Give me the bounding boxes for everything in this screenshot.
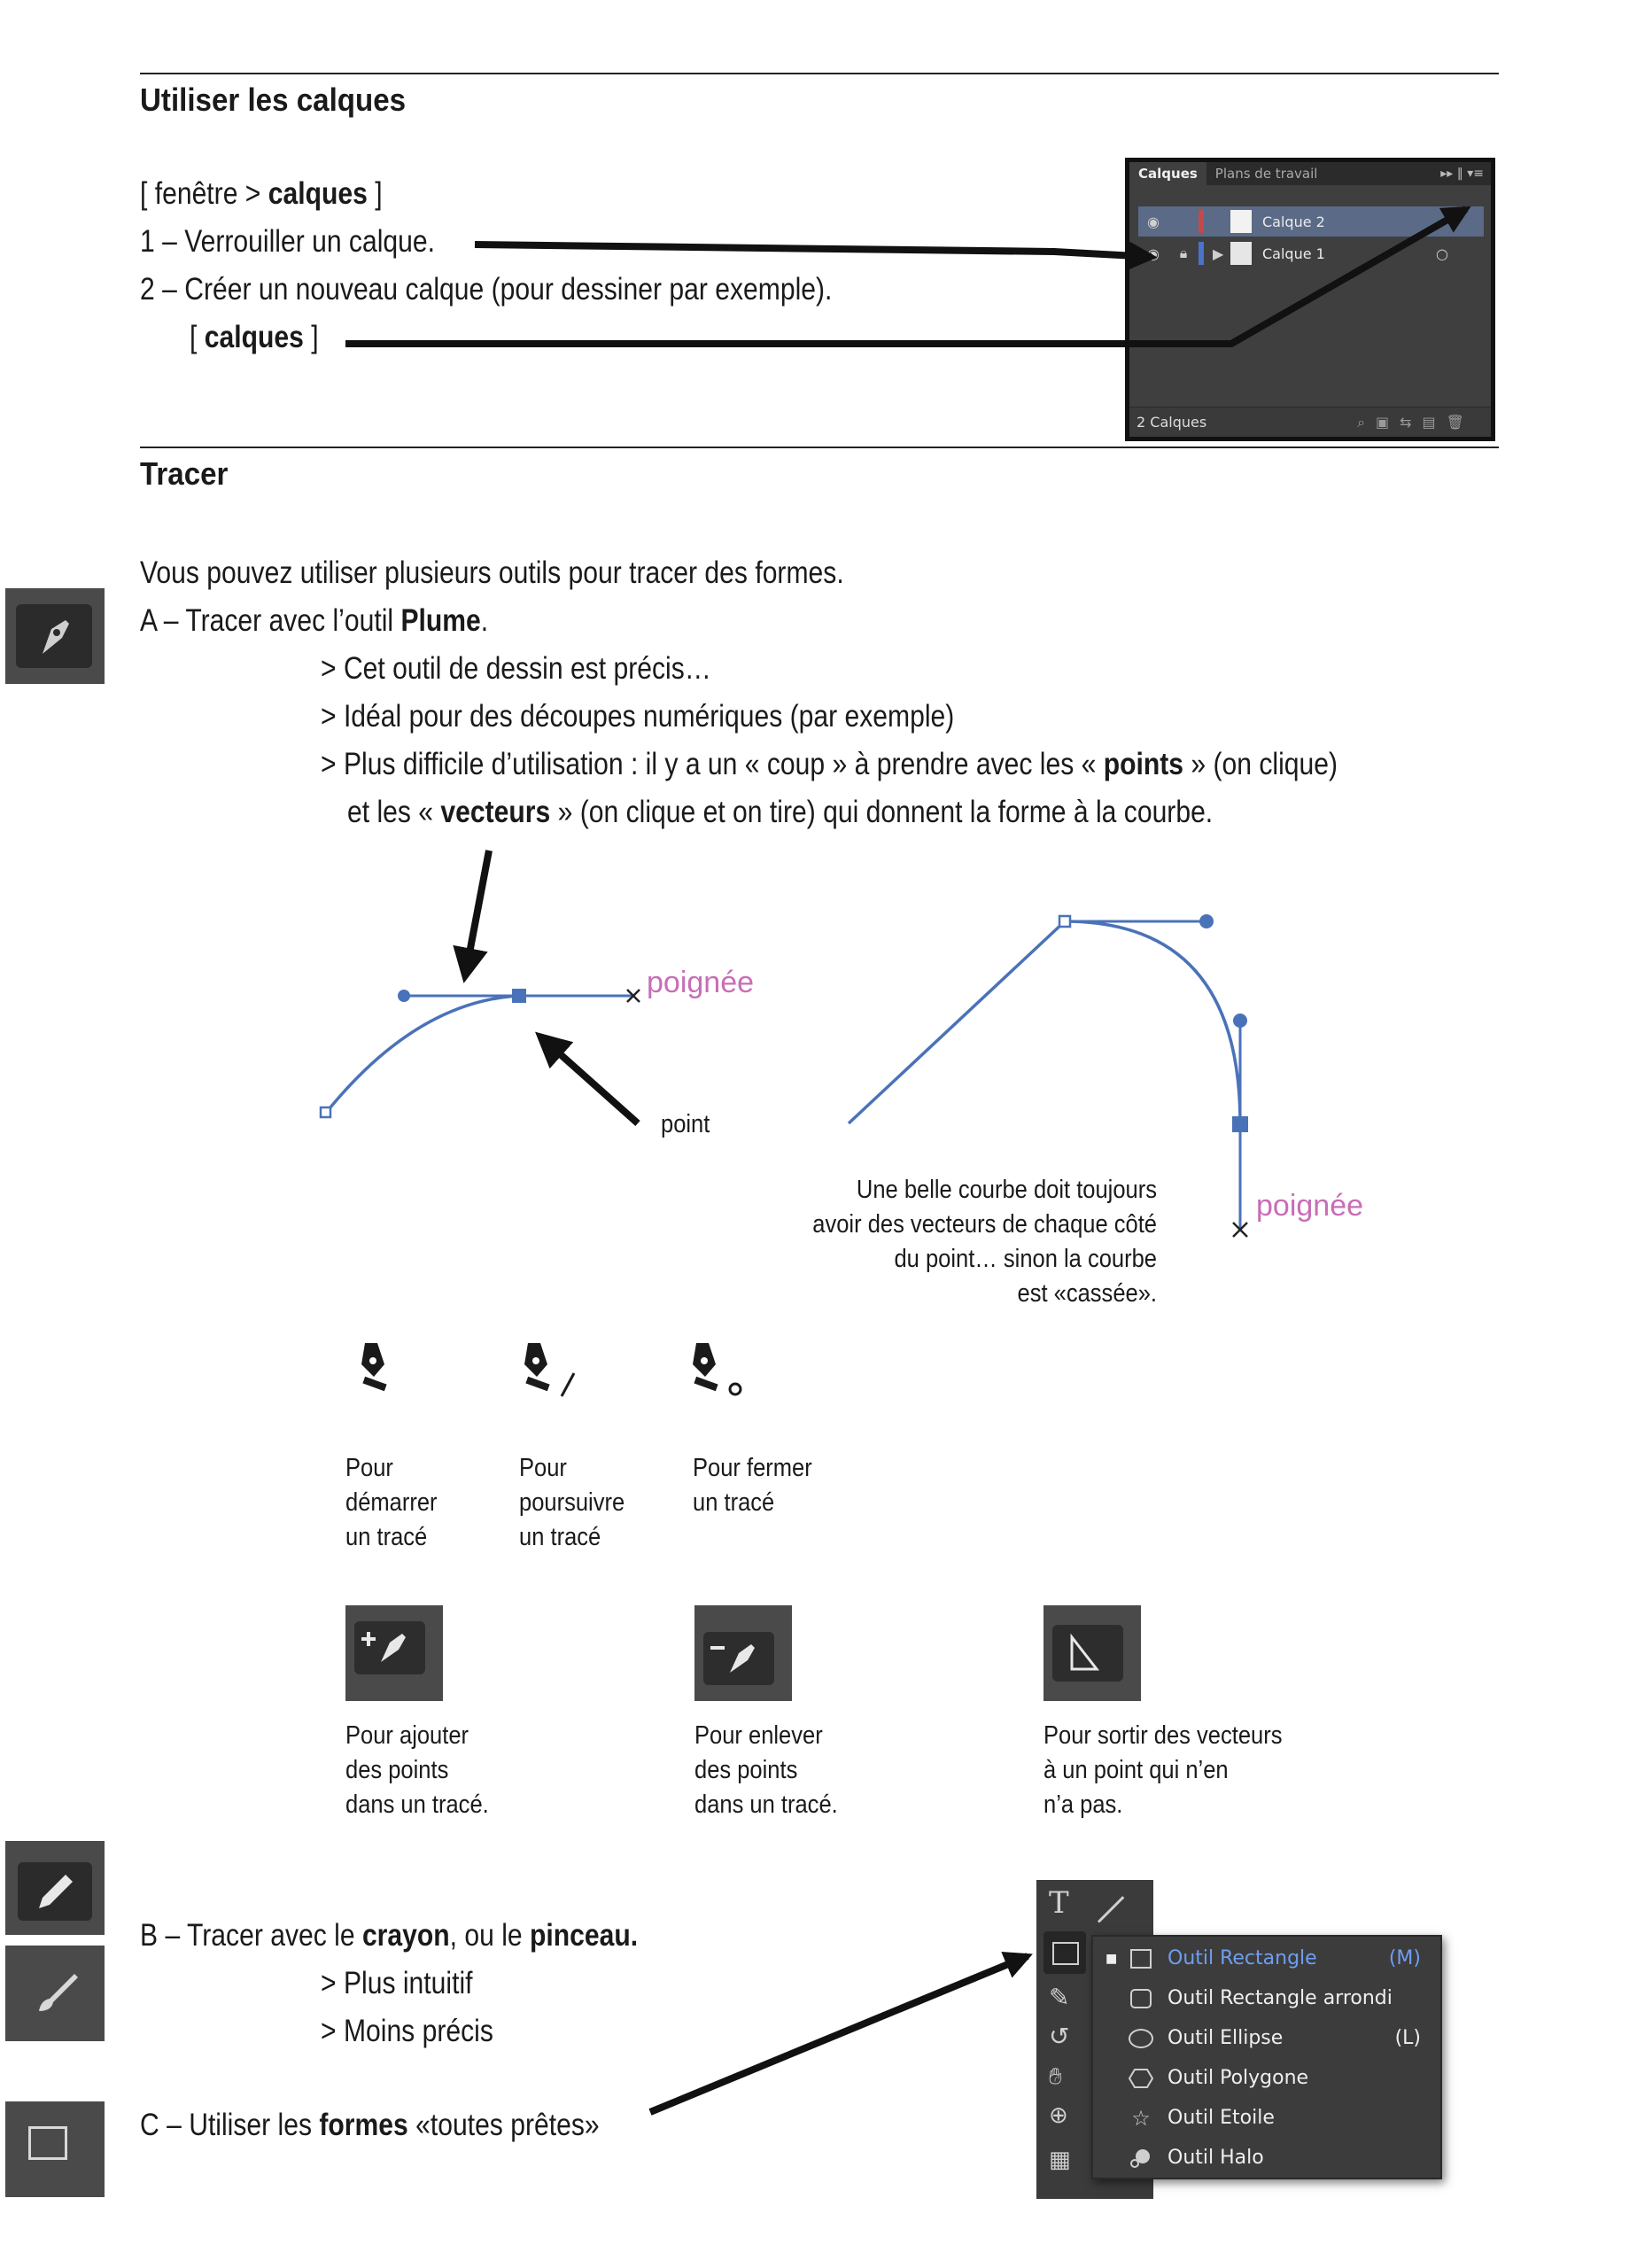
tracer-a-title: A – Tracer avec l’outil Plume. [140, 603, 489, 638]
tab-plans-de-travail[interactable]: Plans de travail [1214, 166, 1318, 182]
tracer-a-bullet-2: > Idéal pour des découpes numériques (par exemple) [321, 699, 955, 734]
point-label: point [661, 1110, 710, 1138]
arrow-lock-layer [475, 245, 1152, 257]
tracer-a-bullet-3-cont: et les « vecteurs » (on clique et on tire) qui donnent la forme à la courbe. [347, 795, 1214, 829]
panel-menu-icon[interactable]: ▸▸ ‖ ▾≡ [1440, 167, 1484, 181]
pen-continue-caption: Pour poursuivre un tracé [519, 1454, 625, 1551]
calques-step-2: 2 – Créer un nouveau calque (pour dessiner par exemple). [140, 272, 833, 307]
convert-anchor-caption: Pour sortir des vecteurs à un point qui n’en n’a pas. [1043, 1721, 1283, 1819]
selected-bullet-icon: ■ [1106, 1951, 1118, 1966]
menu-item-rounded-rectangle[interactable]: Outil Rectangle arrondi [1093, 1978, 1440, 2018]
tracer-intro: Vous pouvez utiliser plusieurs outils pour tracer des formes. [140, 555, 844, 590]
arrow-new-layer [345, 209, 1466, 344]
curve-note: Une belle courbe doit toujours avoir des vecteurs de chaque côté du point… sinon la courbe est «cassée». [812, 1176, 1157, 1308]
star-icon: ☆ [1131, 2105, 1151, 2131]
section-title-calques: Utiliser les calques [140, 82, 407, 118]
calques-menu-path: [ fenêtre > calques ] [140, 176, 383, 211]
visibility-eye-icon[interactable]: ◉ [1147, 245, 1160, 262]
lock-icon[interactable]: 🔒︎ [1179, 245, 1188, 261]
panel-footer-icons: ⌕▣⇆▤🗑︎ [1357, 414, 1475, 431]
part-c-title: C – Utiliser les formes «toutes prêtes» [140, 2108, 600, 2142]
menu-item-ellipse[interactable]: Outil Ellipse (L) [1093, 2018, 1440, 2058]
tracer-a-bullet-3: > Plus difficile d’utilisation : il y a un « coup » à prendre avec les « points » (on clique) [321, 747, 1338, 781]
part-b-bullet-1: > Plus intuitif [321, 1966, 473, 2000]
type-tool-icon[interactable]: T [1049, 1885, 1069, 1921]
layer-name[interactable]: Calque 2 [1262, 213, 1325, 230]
calques-step-1: 1 – Verrouiller un calque. [140, 224, 435, 259]
part-b-bullet-2: > Moins précis [321, 2014, 493, 2048]
calques-panel-ref: [ calques ] [190, 320, 319, 354]
rotate-tool-icon[interactable]: ↺ [1049, 2023, 1070, 2050]
shape-builder-icon[interactable]: ⊕ [1049, 2101, 1068, 2128]
add-anchor-caption: Pour ajouter des points dans un tracé. [345, 1721, 489, 1819]
tracer-a-bullet-1: > Cet outil de dessin est précis… [321, 651, 711, 686]
handle-label-left: poignée [647, 966, 755, 999]
handle-label-right: poignée [1256, 1189, 1364, 1223]
pen-start-caption: Pour démarrer un tracé [345, 1454, 438, 1551]
delete-anchor-caption: Pour enlever des points dans un tracé. [694, 1721, 838, 1819]
part-b-title: B – Tracer avec le crayon, ou le pinceau. [140, 1918, 639, 1953]
section-title-tracer: Tracer [140, 455, 229, 492]
tab-calques[interactable]: Calques [1129, 162, 1206, 185]
pencil-tool-icon[interactable]: ✎ [1049, 1984, 1070, 2011]
visibility-eye-icon[interactable]: ◉ [1147, 213, 1160, 230]
warp-tool-icon[interactable]: ✋︎ [1049, 2062, 1062, 2089]
menu-item-rectangle[interactable]: ■ Outil Rectangle (M) [1106, 1947, 1421, 1969]
layer-count: 2 Calques [1137, 414, 1207, 431]
pen-close-caption: Pour fermer un tracé [693, 1454, 812, 1517]
target-circle-icon[interactable]: ○ [1436, 245, 1448, 262]
menu-item-star[interactable]: ☆ Outil Etoile [1093, 2098, 1440, 2138]
menu-item-flare[interactable]: Outil Halo [1093, 2138, 1440, 2178]
expand-triangle-icon[interactable]: ▶ [1213, 245, 1224, 262]
mesh-tool-icon[interactable]: ▦ [1049, 2146, 1071, 2172]
arrow-shapes-tool [650, 1956, 1028, 2112]
menu-item-polygon[interactable]: Outil Polygone [1093, 2058, 1440, 2098]
layer-name[interactable]: Calque 1 [1262, 245, 1325, 262]
